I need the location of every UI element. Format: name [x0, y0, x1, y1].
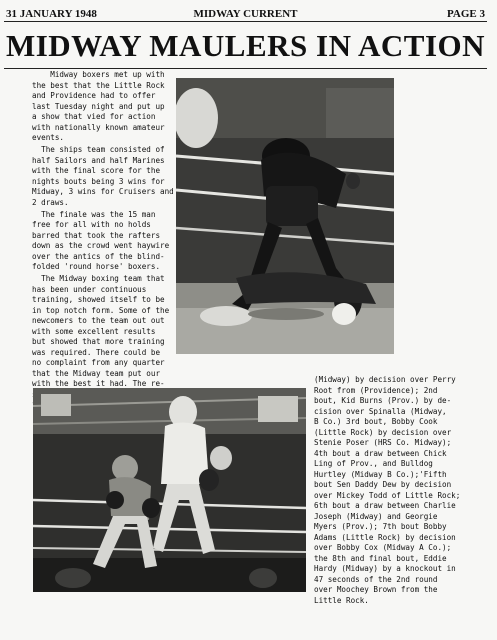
boxing-match-photo — [33, 388, 306, 592]
article-paragraph: The finale was the 15 man free for all with no holds barred that took the rafters down as the crowd went haywire over the antics of the blind- folded 'round horse' boxers. — [32, 209, 170, 271]
headline-rule — [4, 68, 487, 69]
boxing-knockdown-photo — [176, 78, 394, 354]
header-rule — [4, 21, 487, 22]
issue-date: 31 JANUARY 1948 — [6, 8, 97, 20]
page-number: PAGE 3 — [447, 8, 485, 20]
headline: MIDWAY MAULERS IN ACTION — [5, 28, 486, 63]
article-paragraph: Midway boxers met up with the best that the Little Rock and Providence had to offer last Tuesday night and put up a show that vied for action with nationally known amateur events. — [32, 70, 165, 142]
fight-results: (Midway) by decision over Perry Root from (Providence); 2nd bout, Kid Burns (Prov.) by de- cision over Spinalla (Midway, B Co.) 3rd bout, Bobby Cook (Little Rock) by decision over Stenie Poser (HRS Co. Midway); 4th bout a draw between Chick Ling of Prov., and Bulldog Hurtley (Midway B Co.);'Fifth bout Sen Daddy Dew by decision over Mickey Todd of Little Rock; 6th bout a draw between Charlie Joseph (Midway) and Georgie Myers (Prov.); 7th bout Bobby Adams (Little Rock) by decision over Bobby Cox (Midway A Co.); the 8th and final bout, Eddie Hardy (Midway) by a knockout in 47 seconds of the 2nd round over Moochey Brown from the Little Rock. — [314, 375, 461, 605]
masthead — [6, 8, 485, 22]
article-paragraph: The ships team consisted of half Sailors and half Marines with the final score for the nights bouts being 3 wins for Midway, 3 wins for Cruisers and 2 draws. — [32, 145, 174, 207]
article-paragraph: The Midway boxing team that has been under continuous training, showed itself to be in top notch form. Some of the newcomers to the team out out with some excellent results but showed that more training was required. There could be no complaint from any quarter that the Midway team put our with the best it had. The re- — [32, 274, 170, 388]
paper-name: MIDWAY CURRENT — [193, 8, 298, 20]
article-left-column — [32, 70, 174, 412]
article-right-column — [314, 375, 488, 606]
